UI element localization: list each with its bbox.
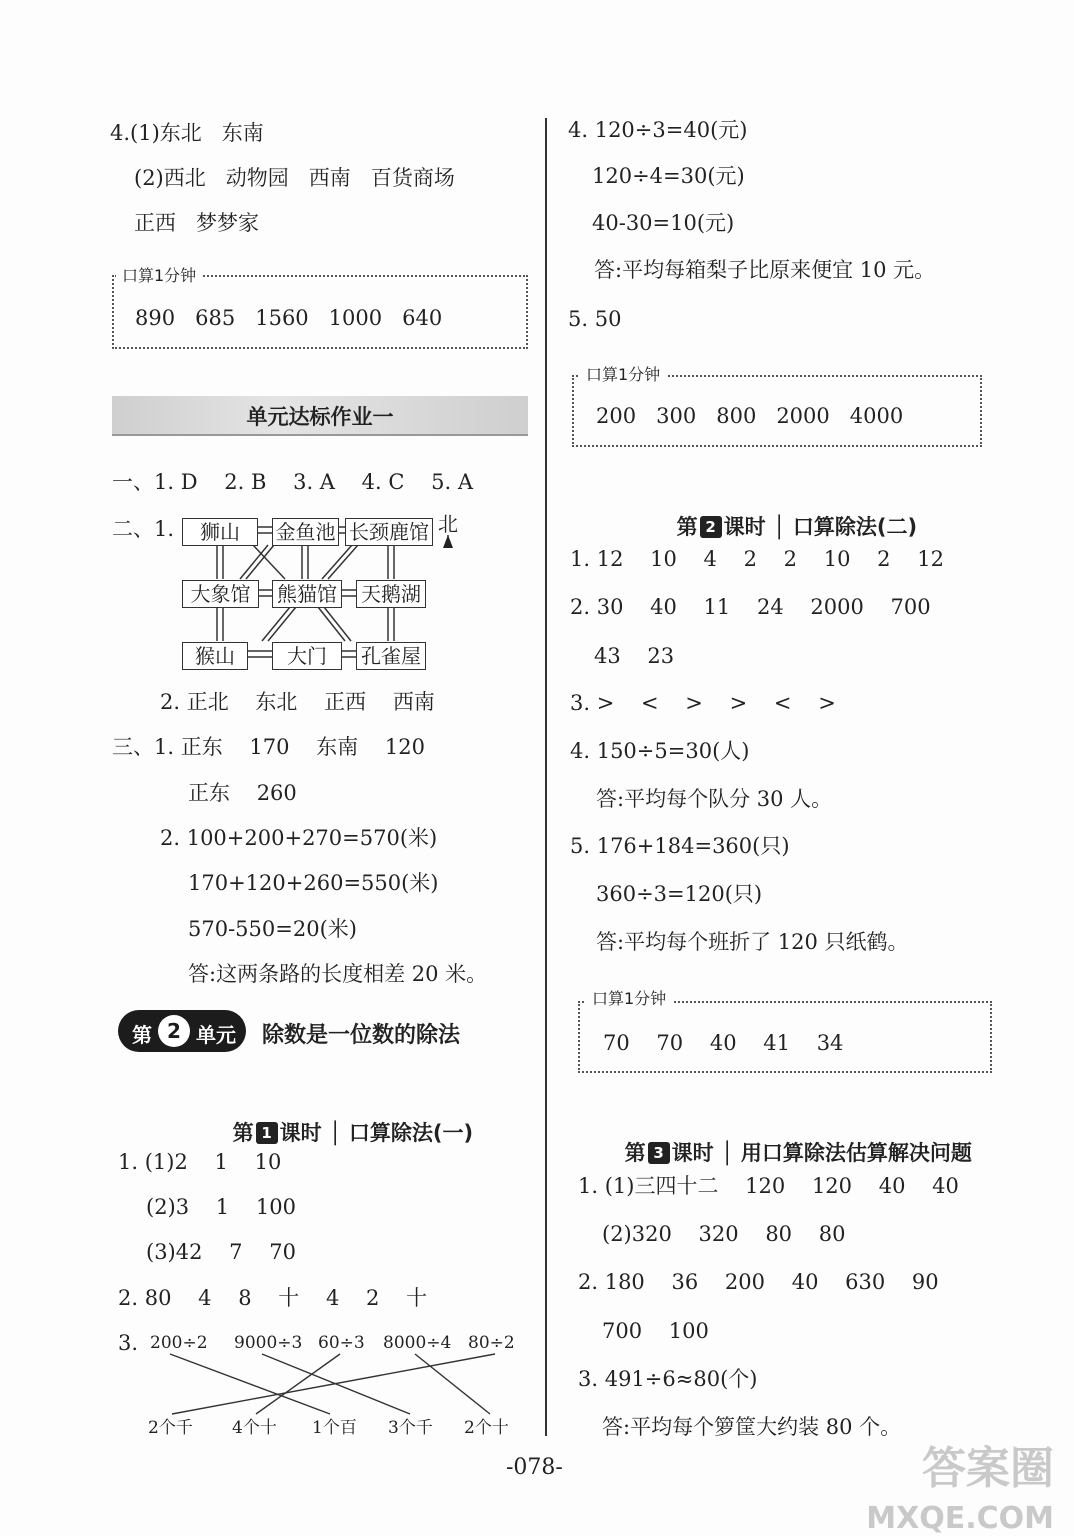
part3-line5: 570-550=20(米) bbox=[188, 917, 357, 941]
lesson2-prefix: 第 bbox=[676, 515, 698, 539]
r-q5: 5. 50 bbox=[568, 307, 622, 331]
mental-math-label-3: 口算1分钟 bbox=[586, 986, 672, 1009]
map-cell-goldfish-pond: 金鱼池 bbox=[272, 518, 339, 546]
match-bottom-0: 2个千 bbox=[148, 1418, 193, 1438]
map-cell-giraffe-house: 长颈鹿馆 bbox=[345, 518, 433, 546]
lesson2-q4: 4. 150÷5=30(人) bbox=[570, 739, 750, 763]
column-divider bbox=[545, 118, 547, 1436]
watermark-url: MXQE.COM bbox=[866, 1501, 1054, 1536]
match-top-3: 8000÷4 bbox=[383, 1333, 452, 1353]
match-bottom-4: 2个十 bbox=[464, 1418, 509, 1438]
r-q4-line4: 答:平均每箱梨子比原来便宜 10 元。 bbox=[594, 258, 936, 282]
lesson3-q3-answer: 答:平均每个箩筐大约装 80 个。 bbox=[602, 1415, 902, 1439]
match-bottom-3: 3个千 bbox=[388, 1418, 433, 1438]
lesson2-suffix: 课时 bbox=[723, 515, 766, 539]
mental-math-values-1: 890 685 1560 1000 640 bbox=[135, 306, 443, 330]
part3-line3: 2. 100+200+270=570(米) bbox=[160, 826, 438, 850]
match-bottom-1: 4个十 bbox=[232, 1418, 277, 1438]
page-number: -078- bbox=[506, 1455, 563, 1480]
lesson1-suffix: 课时 bbox=[279, 1121, 322, 1145]
part2-label: 二、1. bbox=[112, 517, 175, 541]
north-label: 北 bbox=[438, 512, 458, 536]
lesson2-title: 口算除法(二) bbox=[792, 515, 918, 539]
lesson2-q1: 1. 12 10 4 2 2 10 2 12 bbox=[570, 547, 944, 571]
lesson2-q5: 5. 176+184=360(只) bbox=[570, 834, 790, 858]
match-top-2: 60÷3 bbox=[318, 1333, 365, 1353]
lesson3-prefix: 第 bbox=[624, 1141, 646, 1165]
mental-math-label-2: 口算1分钟 bbox=[580, 362, 666, 385]
part2-q2: 2. 正北 东北 正西 西南 bbox=[160, 690, 435, 714]
match-bottom-2: 1个百 bbox=[312, 1418, 357, 1438]
lesson2-q5-answer: 答:平均每个班折了 120 只纸鹤。 bbox=[596, 930, 909, 954]
lesson3-q2: 2. 180 36 200 40 630 90 bbox=[578, 1270, 939, 1294]
map-cell-panda-house: 熊猫馆 bbox=[272, 580, 342, 608]
match-top-0: 200÷2 bbox=[150, 1333, 208, 1353]
mental-math-values-2: 200 300 800 2000 4000 bbox=[596, 404, 904, 428]
map-cell-elephant-house: 大象馆 bbox=[182, 580, 259, 608]
part3-line6: 答:这两条路的长度相差 20 米。 bbox=[188, 962, 488, 986]
r-q4-line2: 120÷4=30(元) bbox=[592, 164, 745, 188]
unit-number: 2 bbox=[158, 1015, 190, 1047]
lesson3-number: 3 bbox=[648, 1142, 670, 1164]
lesson1-number: 1 bbox=[256, 1122, 278, 1144]
r-q4-line1: 4. 120÷3=40(元) bbox=[568, 118, 748, 142]
lesson2-q3: 3. > < > > < > bbox=[570, 691, 836, 715]
match-top-4: 80÷2 bbox=[468, 1333, 515, 1353]
lesson3-q1a: 1. (1)三四十二 120 120 40 40 bbox=[578, 1174, 959, 1198]
lesson2-separator: │ bbox=[765, 515, 793, 539]
mental-math-label-1: 口算1分钟 bbox=[116, 263, 202, 286]
section-title: 单元达标作业一 bbox=[246, 405, 394, 429]
unit-suffix: 单元 bbox=[196, 1023, 236, 1047]
lesson2-heading bbox=[662, 487, 917, 541]
map-cell-main-gate: 大门 bbox=[272, 642, 342, 670]
map-cell-lion-hill: 狮山 bbox=[182, 518, 258, 546]
part3-line4: 170+120+260=550(米) bbox=[188, 871, 439, 895]
lesson3-suffix: 课时 bbox=[671, 1141, 714, 1165]
lesson1-q1c: (3)42 7 70 bbox=[146, 1240, 296, 1264]
lesson1-q3-label: 3. bbox=[118, 1331, 139, 1355]
part1-answers: 一、1. D 2. B 3. A 4. C 5. A bbox=[112, 470, 474, 494]
part3-line1: 三、1. 正东 170 东南 120 bbox=[112, 735, 425, 759]
lesson3-title: 用口算除法估算解决问题 bbox=[740, 1141, 972, 1165]
lesson1-separator: │ bbox=[321, 1121, 349, 1145]
part3-line2: 正东 260 bbox=[188, 781, 297, 805]
unit-title: 除数是一位数的除法 bbox=[262, 1023, 461, 1048]
lesson1-title: 口算除法(一) bbox=[348, 1121, 474, 1145]
lesson2-q4-answer: 答:平均每个队分 30 人。 bbox=[596, 787, 833, 811]
lesson3-q1b: (2)320 320 80 80 bbox=[602, 1222, 846, 1246]
lesson3-heading bbox=[610, 1113, 972, 1167]
map-cell-swan-lake: 天鹅湖 bbox=[356, 580, 426, 608]
watermark-logo: 答案圈 bbox=[922, 1443, 1054, 1494]
lesson2-q5-cont: 360÷3=120(只) bbox=[596, 882, 763, 906]
lesson1-prefix: 第 bbox=[232, 1121, 254, 1145]
l-q4-line1: 4.(1)东北 东南 bbox=[110, 121, 264, 145]
match-top-1: 9000÷3 bbox=[234, 1333, 303, 1353]
lesson1-q2: 2. 80 4 8 十 4 2 十 bbox=[118, 1286, 428, 1310]
map-cell-peacock-house: 孔雀屋 bbox=[356, 642, 426, 670]
l-q4-line3: 正西 梦梦家 bbox=[134, 211, 260, 235]
lesson3-q3: 3. 491÷6≈80(个) bbox=[578, 1367, 758, 1391]
mental-math-values-3: 70 70 40 41 34 bbox=[603, 1031, 844, 1055]
lesson2-q2: 2. 30 40 11 24 2000 700 bbox=[570, 595, 931, 619]
lesson3-separator: │ bbox=[713, 1141, 741, 1165]
lesson2-number: 2 bbox=[700, 516, 722, 538]
lesson1-q1a: 1. (1)2 1 10 bbox=[118, 1150, 282, 1174]
unit-prefix: 第 bbox=[132, 1023, 152, 1047]
r-q4-line3: 40-30=10(元) bbox=[592, 211, 735, 235]
lesson3-q2-cont: 700 100 bbox=[602, 1319, 709, 1343]
lesson1-q1b: (2)3 1 100 bbox=[146, 1195, 296, 1219]
map-cell-monkey-hill: 猴山 bbox=[182, 642, 248, 670]
l-q4-line2: (2)西北 动物园 西南 百货商场 bbox=[134, 166, 455, 190]
lesson2-q2-cont: 43 23 bbox=[594, 644, 675, 668]
